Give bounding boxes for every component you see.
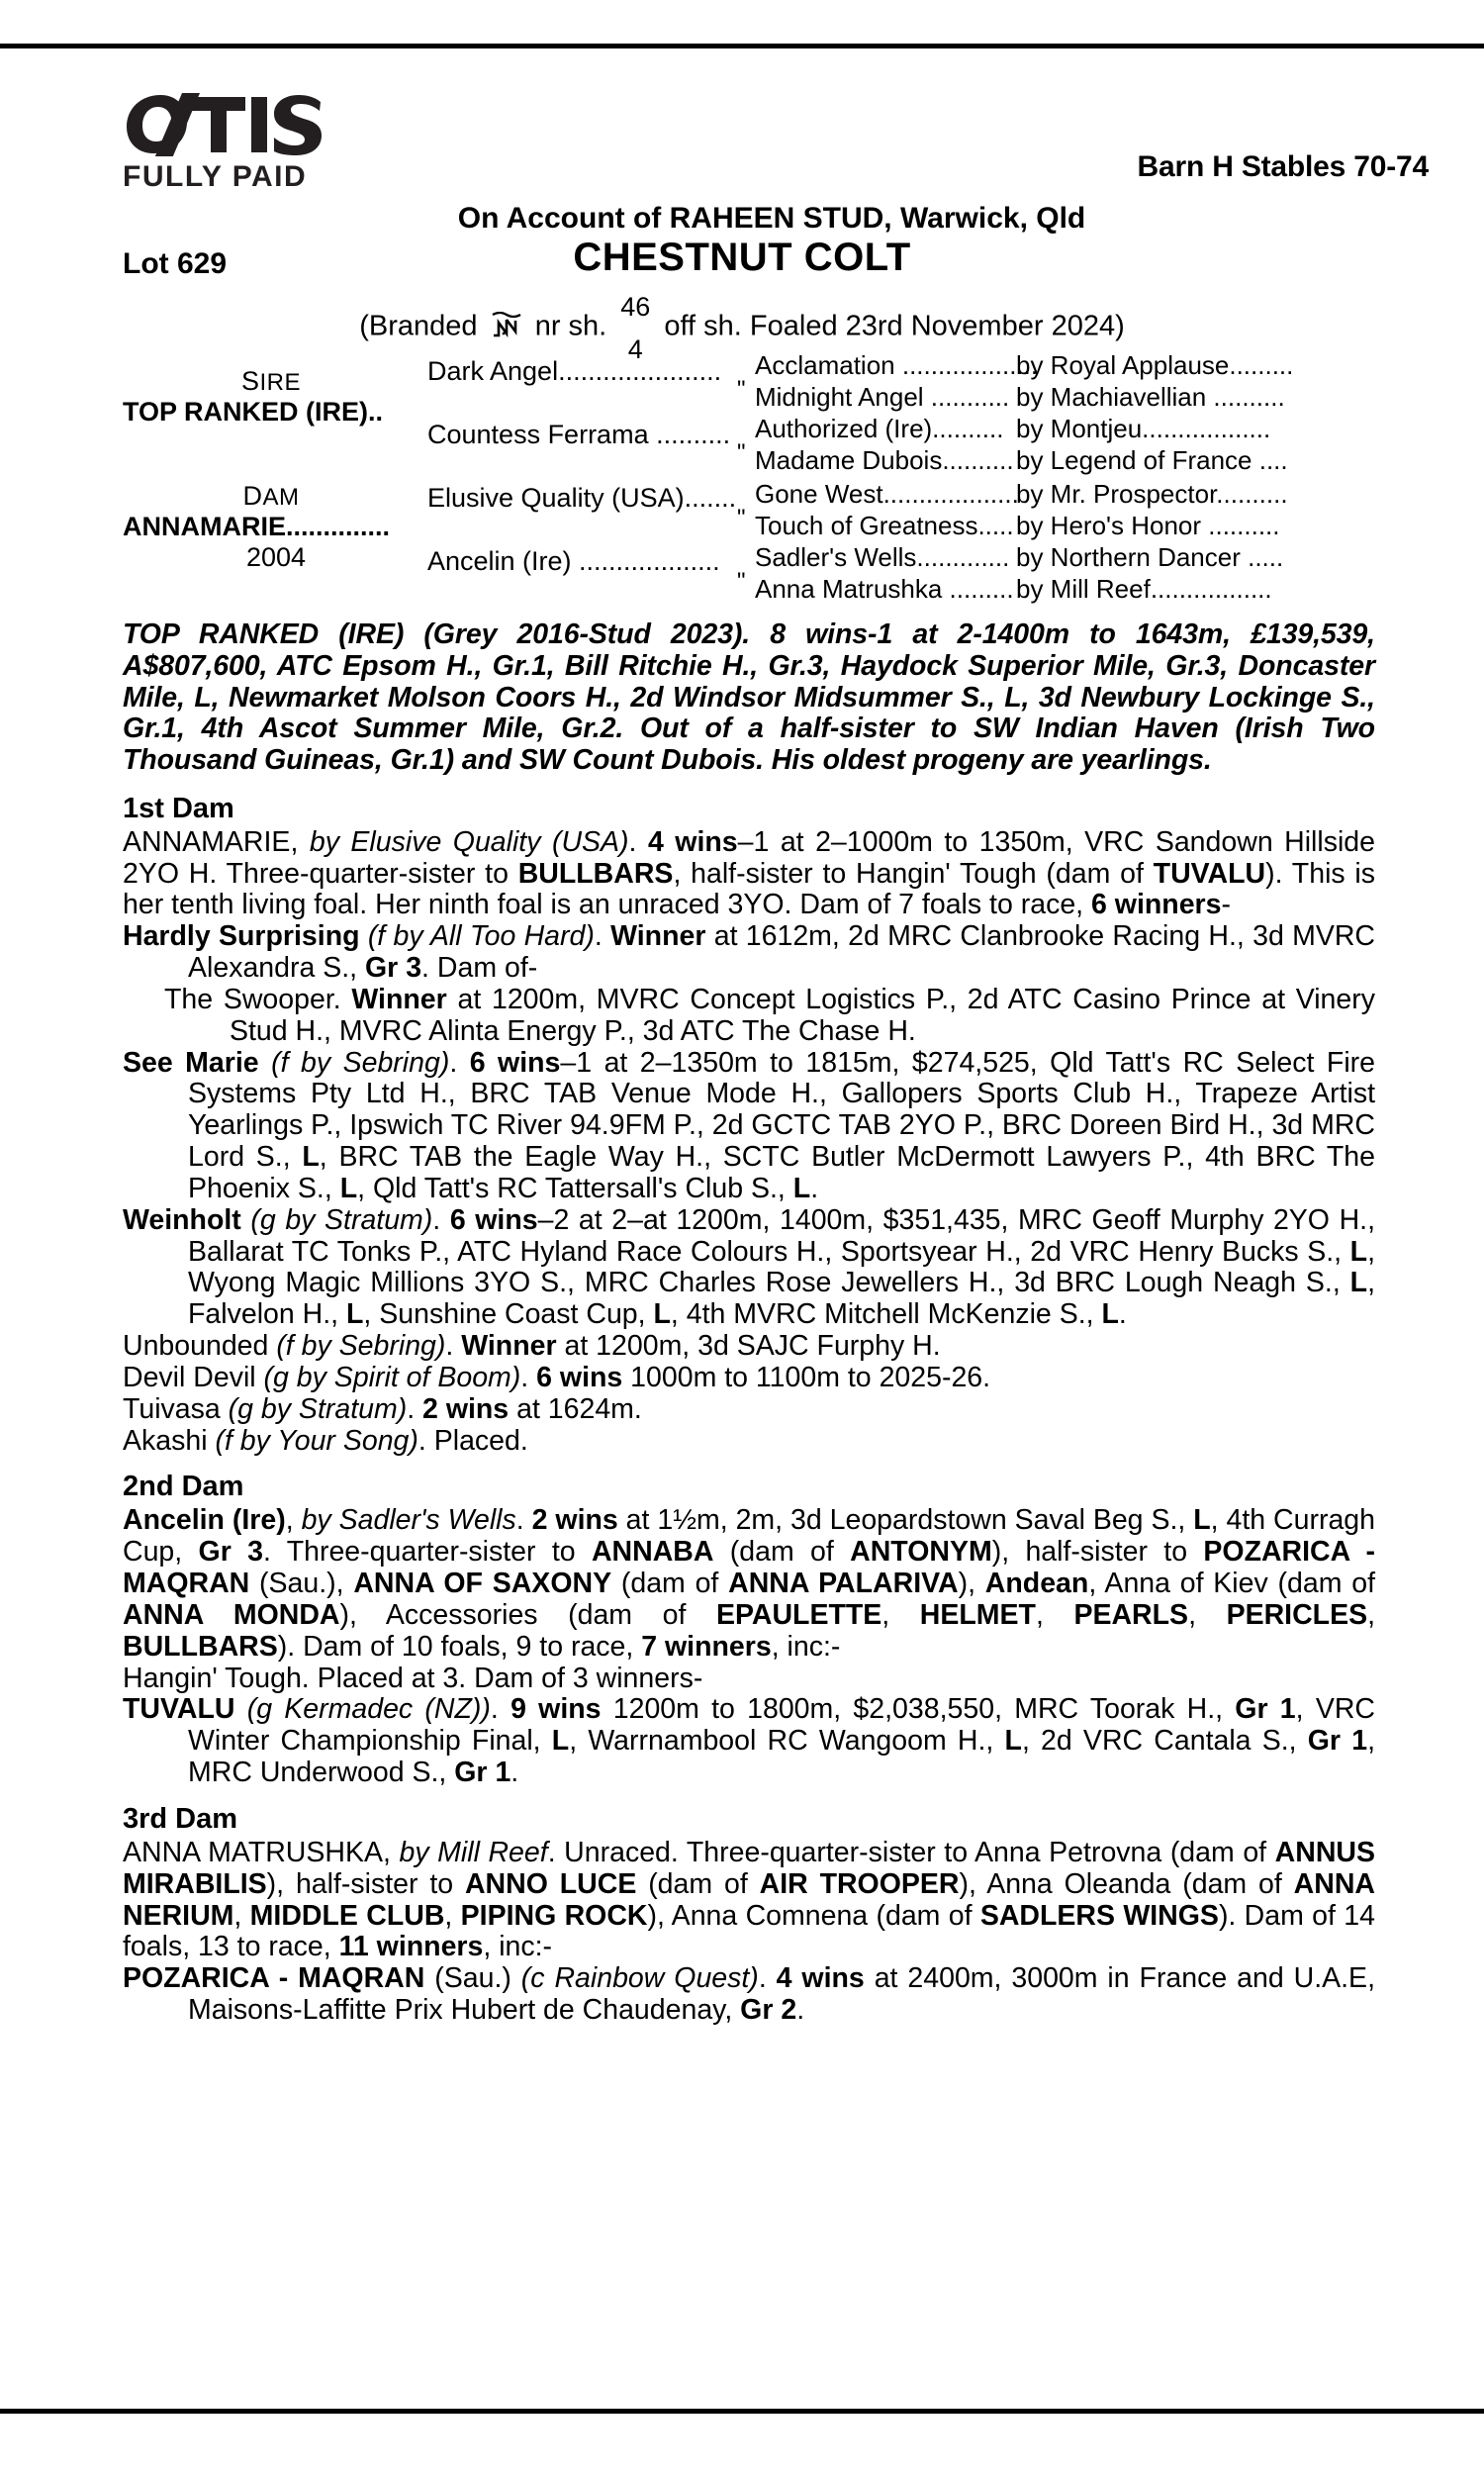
emphasis-bold: ANNO LUCE — [464, 1867, 637, 1900]
entry-text: , — [1035, 1598, 1074, 1631]
entry-text: (Sau.) — [424, 1962, 521, 1995]
entry-text: . Dam of- — [421, 952, 538, 985]
entry-text: . — [520, 1361, 537, 1393]
entry-text: . — [628, 825, 648, 858]
sire-sire: Dark Angel...................... — [427, 356, 722, 386]
emphasis-italic: by Elusive Quality (USA) — [309, 825, 629, 858]
entry-text: . — [432, 1203, 450, 1236]
emphasis-bold: L — [1193, 1504, 1211, 1537]
entry-text: . — [758, 1962, 777, 1995]
ditto-mark: " — [737, 505, 746, 531]
dam-sire: Elusive Quality (USA)....... — [427, 483, 737, 513]
emphasis-bold: POZARICA - MAQRAN — [123, 1536, 1375, 1600]
emphasis-bold: 6 wins — [449, 1203, 538, 1236]
entry-text: at 1½m, 2m, 3d Leopardstown Saval Beg S., — [617, 1504, 1194, 1537]
emphasis-italic: (c Rainbow Quest) — [520, 1962, 759, 1995]
sire-block — [123, 366, 419, 428]
emphasis-bold: SADLERS WINGS — [979, 1899, 1219, 1932]
entry-text: Unbounded — [123, 1330, 277, 1363]
page-title: CHESTNUT COLT — [573, 236, 911, 279]
otis-logo — [123, 93, 350, 194]
entry-text: . Placed. — [417, 1424, 528, 1457]
emphasis-bold: MIDDLE CLUB — [249, 1899, 445, 1932]
ancestor-sire: by Mill Reef................. — [1016, 574, 1272, 604]
entry-text: ). Dam of 10 foals, 9 to race, — [277, 1630, 642, 1663]
emphasis-bold: Gr 3 — [198, 1536, 263, 1569]
entry-text: Akashi — [123, 1424, 216, 1457]
entry-text: - — [1221, 889, 1231, 921]
entry-text: ), half-sister to — [991, 1536, 1204, 1569]
entry-text: at 1200m, 3d SAJC Furphy H. — [556, 1330, 941, 1363]
otis-wordmark-icon — [123, 93, 335, 156]
dam-label: DAM — [242, 481, 300, 511]
sire-name: TOP RANKED (IRE).. — [123, 397, 384, 427]
ancestor-sire: by Montjeu.................. — [1016, 414, 1271, 443]
emphasis-bold: ANNA NERIUM — [123, 1867, 1375, 1932]
emphasis-bold: L — [792, 1172, 811, 1204]
entry-text: , — [881, 1598, 920, 1631]
emphasis-bold: Hardly Surprising — [123, 920, 368, 953]
emphasis-bold: PEARLS — [1073, 1598, 1189, 1631]
emphasis-bold: L — [653, 1298, 671, 1331]
on-account-label: On Account of RAHEEN STUD, Warwick, Qld — [457, 202, 1086, 235]
entry-text: , BRC TAB the Eagle Way H., SCTC Butler McDermott Lawyers P., 4th BRC The Phoenix S., — [188, 1141, 1375, 1204]
ancestor-name: Gone West................... — [755, 479, 1019, 509]
entry-text: . — [407, 1392, 423, 1425]
entry-text: Tuivasa — [123, 1392, 229, 1425]
pedigree-text-body — [0, 619, 1484, 2027]
emphasis-bold: ANNUS MIRABILIS — [123, 1836, 1376, 1900]
entry-text: (dam of — [636, 1867, 760, 1900]
sire-dam: Countess Ferrama .......... — [427, 420, 731, 449]
emphasis-bold: AIR TROOPER — [759, 1867, 960, 1900]
emphasis-italic: (g by Stratum) — [250, 1203, 433, 1236]
emphasis-bold: HELMET — [919, 1598, 1036, 1631]
pedigree-entry — [123, 1205, 1375, 1331]
entry-text: , 4th Curragh Cup, — [123, 1504, 1376, 1569]
entry-text: , — [285, 1504, 302, 1537]
ancestor-sire: by Hero's Honor .......... — [1016, 511, 1280, 540]
entry-text: ), Anna Comnena (dam of — [647, 1899, 980, 1932]
entry-text: . — [1118, 1298, 1127, 1331]
emphasis-italic: (f by All Too Hard) — [367, 920, 595, 953]
entry-text: The Swooper. — [164, 983, 352, 1015]
pedigree-row — [737, 350, 1350, 382]
emphasis-italic: (f by Your Song) — [215, 1424, 418, 1457]
entry-text: , VRC Winter Championship Final, — [188, 1693, 1375, 1758]
entry-text: (dam of — [611, 1568, 729, 1600]
emphasis-bold: Ancelin (Ire) — [123, 1504, 286, 1537]
emphasis-bold: L — [1349, 1267, 1368, 1299]
emphasis-bold: 6 winners — [1091, 889, 1222, 921]
emphasis-bold: 6 wins — [469, 1046, 561, 1079]
entry-text: . — [796, 1993, 805, 2026]
pedigree-entry — [123, 1838, 1375, 1963]
emphasis-bold: Weinholt — [123, 1203, 251, 1236]
entry-text: ANNA MATRUSHKA, — [123, 1836, 400, 1868]
emphasis-bold: TUVALU — [123, 1693, 247, 1726]
emphasis-bold: PERICLES — [1226, 1598, 1368, 1631]
ancestor-name: Madame Dubois.......... — [755, 445, 1014, 475]
pedigree-row — [737, 505, 1350, 542]
emphasis-bold: ANNA PALARIVA — [728, 1568, 959, 1600]
ancestor-name: Anna Matrushka ......... — [755, 574, 1014, 604]
emphasis-italic: (f by Sebring) — [276, 1330, 446, 1363]
emphasis-bold: L — [1349, 1235, 1368, 1268]
emphasis-bold: L — [1004, 1725, 1022, 1758]
entry-text: –1 at 2–1350m to 1815m, $274,525, Qld Tatt's RC Select Fire Systems Pty Ltd H., BRC TAB Venue Mode H., Gallopers Sports Club H., Trapeze Artist Yearlings P., Ipswich TC River 94.9FM P., 2d GCTC TAB 2YO P., BRC Doreen Bird H., 3d MRC Lord S., — [188, 1046, 1375, 1174]
entry-text: , inc:- — [771, 1630, 841, 1663]
branded-suffix: off sh. Foaled 23rd November 2024) — [664, 310, 1125, 342]
brand-symbol-icon — [490, 312, 523, 345]
entry-text: –1 at 2–1000m to 1350m, VRC Sandown Hillside 2YO H. Three-quarter-sister to — [123, 825, 1376, 890]
entry-text: . — [490, 1693, 511, 1726]
ditto-mark: " — [737, 568, 746, 595]
dam-name: ANNAMARIE.............. — [123, 512, 391, 541]
brand-glyph — [490, 312, 523, 337]
ancestor-name: Touch of Greatness..... — [755, 511, 1014, 540]
entry-text: , MRC Underwood S., — [188, 1725, 1375, 1789]
emphasis-bold: Gr 1 — [454, 1757, 511, 1789]
emphasis-italic: by Mill Reef — [399, 1836, 548, 1868]
emphasis-bold: 6 wins — [536, 1361, 623, 1393]
emphasis-bold: PIPING ROCK — [460, 1899, 648, 1932]
entry-text: ), — [958, 1568, 985, 1600]
emphasis-italic: (g Kermadec (NZ)) — [246, 1693, 491, 1726]
emphasis-bold: 2 wins — [422, 1392, 510, 1425]
entry-text: ), Anna Oleanda (dam of — [959, 1867, 1294, 1900]
entry-text: , — [444, 1899, 461, 1932]
pedigree-entry — [123, 1363, 1375, 1394]
pedigree-row — [737, 542, 1350, 574]
emphasis-italic: by Sadler's Wells — [301, 1504, 516, 1537]
emphasis-bold: Winner — [461, 1330, 557, 1363]
barn-stables-label: Barn H Stables 70-74 — [1137, 150, 1429, 183]
entry-text: , half-sister to Hangin' Tough (dam of — [673, 857, 1154, 890]
entry-text: , inc:- — [483, 1931, 553, 1963]
entry-text: . — [449, 1046, 470, 1079]
ancestor-name: Acclamation ................... — [755, 350, 1039, 380]
entry-text: , Warrnambool RC Wangoom H., — [569, 1725, 1005, 1758]
dam-year: 2004 — [245, 542, 307, 572]
entry-text: ), half-sister to — [266, 1867, 465, 1900]
ancestor-name: Midnight Angel ........... — [755, 382, 1010, 412]
emphasis-bold: Winner — [351, 983, 447, 1015]
entry-text: , — [1188, 1598, 1227, 1631]
entry-text: at 1624m. — [509, 1392, 642, 1425]
emphasis-bold: TUVALU — [1153, 857, 1266, 890]
sire-summary: TOP RANKED (IRE) (Grey 2016-Stud 2023). 8 wins-1 at 2-1400m to 1643m, £139,539, A$807,600, ATC Epsom H., Gr.1, Bill Ritchie H., Gr.3, Haydock Superior Mile, Gr.3, Doncaster Mile, L, Newmarket Molson Coors H., 2d Windsor Midsummer S., L, 3d Newbury Lockinge S., Gr.1, 4th Ascot Summer Mile, Gr.2. Out of a half-sister to SW Indian Haven (Irish Two Thousand Guineas, Gr.1) and SW Count Dubois. His oldest progeny are yearlings. — [123, 618, 1375, 777]
emphasis-bold: Gr 3 — [365, 952, 422, 985]
emphasis-bold: Gr 1 — [1235, 1693, 1296, 1726]
emphasis-bold: L — [1101, 1298, 1119, 1331]
emphasis-italic: (g by Stratum) — [228, 1392, 408, 1425]
ancestor-sire: by Royal Applause......... — [1016, 350, 1294, 380]
pedigree-entry — [123, 921, 1375, 985]
emphasis-bold: EPAULETTE — [715, 1598, 882, 1631]
entry-text: , Anna of Kiev (dam of — [1088, 1568, 1375, 1600]
pedigree-entry — [123, 1664, 1375, 1695]
entry-text: . — [515, 1504, 532, 1537]
entry-text: (Sau.), — [249, 1568, 354, 1600]
entry-text: ). This is her tenth living foal. Her ninth foal is an unraced 3YO. Dam of 7 foals to race, — [123, 857, 1376, 921]
emphasis-bold: L — [339, 1172, 358, 1204]
emphasis-bold: ANNA MONDA — [123, 1598, 340, 1631]
emphasis-bold: Gr 1 — [1307, 1725, 1368, 1758]
entry-text: . — [445, 1330, 462, 1363]
ancestor-name: Sadler's Wells............. — [755, 542, 1010, 572]
pedigree-row — [737, 376, 1350, 414]
emphasis-bold: ANNABA — [591, 1536, 714, 1569]
emphasis-bold: BULLBARS — [517, 857, 674, 890]
emphasis-italic: (f by Sebring) — [271, 1046, 450, 1079]
emphasis-bold: L — [345, 1298, 364, 1331]
entry-text: ), Accessories (dam of — [339, 1598, 716, 1631]
emphasis-bold: Andean — [984, 1568, 1089, 1600]
entry-text: (dam of — [713, 1536, 851, 1569]
entry-text: , Falvelon H., — [188, 1267, 1375, 1331]
emphasis-bold: 2 wins — [531, 1504, 618, 1537]
entry-text: , — [233, 1899, 250, 1932]
entry-text: . — [594, 920, 611, 953]
entry-text: . Three-quarter-sister to — [262, 1536, 592, 1569]
entry-text: , 2d VRC Cantala S., — [1021, 1725, 1308, 1758]
emphasis-bold: L — [302, 1141, 320, 1174]
ditto-mark: " — [737, 439, 746, 466]
emphasis-bold: BULLBARS — [123, 1630, 278, 1663]
ancestor-sire: by Machiavellian .......... — [1016, 382, 1285, 412]
emphasis-bold: 9 wins — [510, 1693, 602, 1726]
emphasis-bold: POZARICA - MAQRAN — [123, 1962, 425, 1995]
entry-text: ). Dam of 14 foals, 13 to race, — [123, 1899, 1375, 1963]
entry-text: Hangin' Tough. Placed at 3. Dam of 3 winners- — [123, 1662, 703, 1694]
pedigree-entry — [123, 1048, 1375, 1205]
emphasis-bold: 4 wins — [776, 1962, 865, 1995]
emphasis-bold: 7 winners — [641, 1630, 772, 1663]
fully-paid-label: FULLY PAID — [123, 160, 308, 193]
emphasis-bold: 4 wins — [647, 825, 738, 858]
pedigree-row — [737, 439, 1350, 477]
dam-block — [123, 481, 419, 573]
entry-text: at 2400m, 3000m in France and U.A.E, Maisons-Laffitte Prix Hubert de Chaudenay, — [188, 1962, 1375, 2026]
dam-section-heading: 3rd Dam — [123, 1802, 238, 1835]
pedigree-entry — [123, 1394, 1375, 1426]
emphasis-italic: (g by Spirit of Boom) — [263, 1361, 521, 1393]
ancestor-sire: by Mr. Prospector.......... — [1016, 479, 1288, 509]
pedigree-row — [737, 479, 1350, 511]
entry-text: Devil Devil — [123, 1361, 264, 1393]
entry-text: , Sunshine Coast Cup, — [363, 1298, 654, 1331]
ancestor-name: Authorized (Ire).......... — [755, 414, 1004, 443]
pedigree-entry — [123, 1694, 1375, 1788]
brand-denominator: 4 — [627, 334, 643, 364]
sire-label: SIRE — [240, 366, 302, 396]
brand-numerator: 46 — [620, 292, 651, 322]
entry-text: at 1612m, 2d MRC Clanbrooke Racing H., 3d MVRC Alexandra S., — [188, 920, 1375, 985]
pedigree-row — [737, 568, 1350, 606]
ancestor-sire: by Northern Dancer ..... — [1016, 542, 1284, 572]
pedigree-entry — [123, 985, 1375, 1048]
dam-section-heading: 2nd Dam — [123, 1471, 244, 1503]
dam-section-heading: 1st Dam — [123, 792, 234, 824]
lot-number: Lot 629 — [123, 247, 228, 280]
emphasis-bold: ANNA OF SAXONY — [353, 1568, 612, 1600]
pedigree-row — [737, 414, 1350, 445]
emphasis-bold: L — [551, 1725, 570, 1758]
entry-text: . Unraced. Three-quarter-sister to Anna Petrovna (dam of — [547, 1836, 1275, 1868]
dam-dam: Ancelin (Ire) ................... — [427, 546, 720, 576]
dam-sections — [123, 793, 1375, 2027]
entry-text: –2 at 2–at 1200m, 1400m, $351,435, MRC Geoff Murphy 2YO H., Ballarat TC Tonks P., ATC Hyland Race Colours H., Sportsyear H., 2d VRC Henry Bucks S., — [188, 1203, 1375, 1268]
pedigree-entry — [123, 1963, 1375, 2027]
entry-text: at 1200m, MVRC Concept Logistics P., 2d ATC Casino Prince at Vinery Stud H., MVRC Alinta Energy P., 3d ATC The Chase H. — [230, 983, 1375, 1047]
entry-text: , Qld Tatt's RC Tattersall's Club S., — [357, 1172, 793, 1204]
pedigree-entry — [123, 1331, 1375, 1363]
emphasis-bold: See Marie — [123, 1046, 272, 1079]
ancestor-sire: by Legend of France .... — [1016, 445, 1288, 475]
entry-text: . — [510, 1757, 519, 1789]
ditto-mark: " — [737, 376, 746, 403]
page-header — [0, 44, 1484, 364]
emphasis-bold: Gr 2 — [740, 1993, 797, 2026]
entry-text: 1200m to 1800m, $2,038,550, MRC Toorak H., — [601, 1693, 1236, 1726]
pedigree-table — [0, 350, 1484, 610]
branded-near-side-label: nr sh. — [534, 310, 607, 342]
pedigree-entry — [123, 827, 1375, 921]
pedigree-entry — [123, 1426, 1375, 1458]
emphasis-bold: ANTONYM — [850, 1536, 992, 1569]
entry-text: , Wyong Magic Millions 3YO S., MRC Charles Rose Jewellers H., 3d BRC Lough Neagh S., — [188, 1235, 1375, 1299]
branded-prefix: (Branded — [359, 310, 478, 342]
entry-text: . — [810, 1172, 819, 1204]
emphasis-bold: 11 winners — [338, 1931, 484, 1963]
emphasis-bold: Winner — [610, 920, 706, 953]
entry-text: , — [1367, 1598, 1376, 1631]
entry-text: , 4th MVRC Mitchell McKenzie S., — [670, 1298, 1102, 1331]
entry-text: ANNAMARIE, — [123, 825, 310, 858]
bottom-rule — [0, 2409, 1484, 2414]
entry-text: 1000m to 1100m to 2025-26. — [622, 1361, 991, 1393]
pedigree-entry — [123, 1505, 1375, 1663]
page-content — [0, 44, 1484, 2027]
